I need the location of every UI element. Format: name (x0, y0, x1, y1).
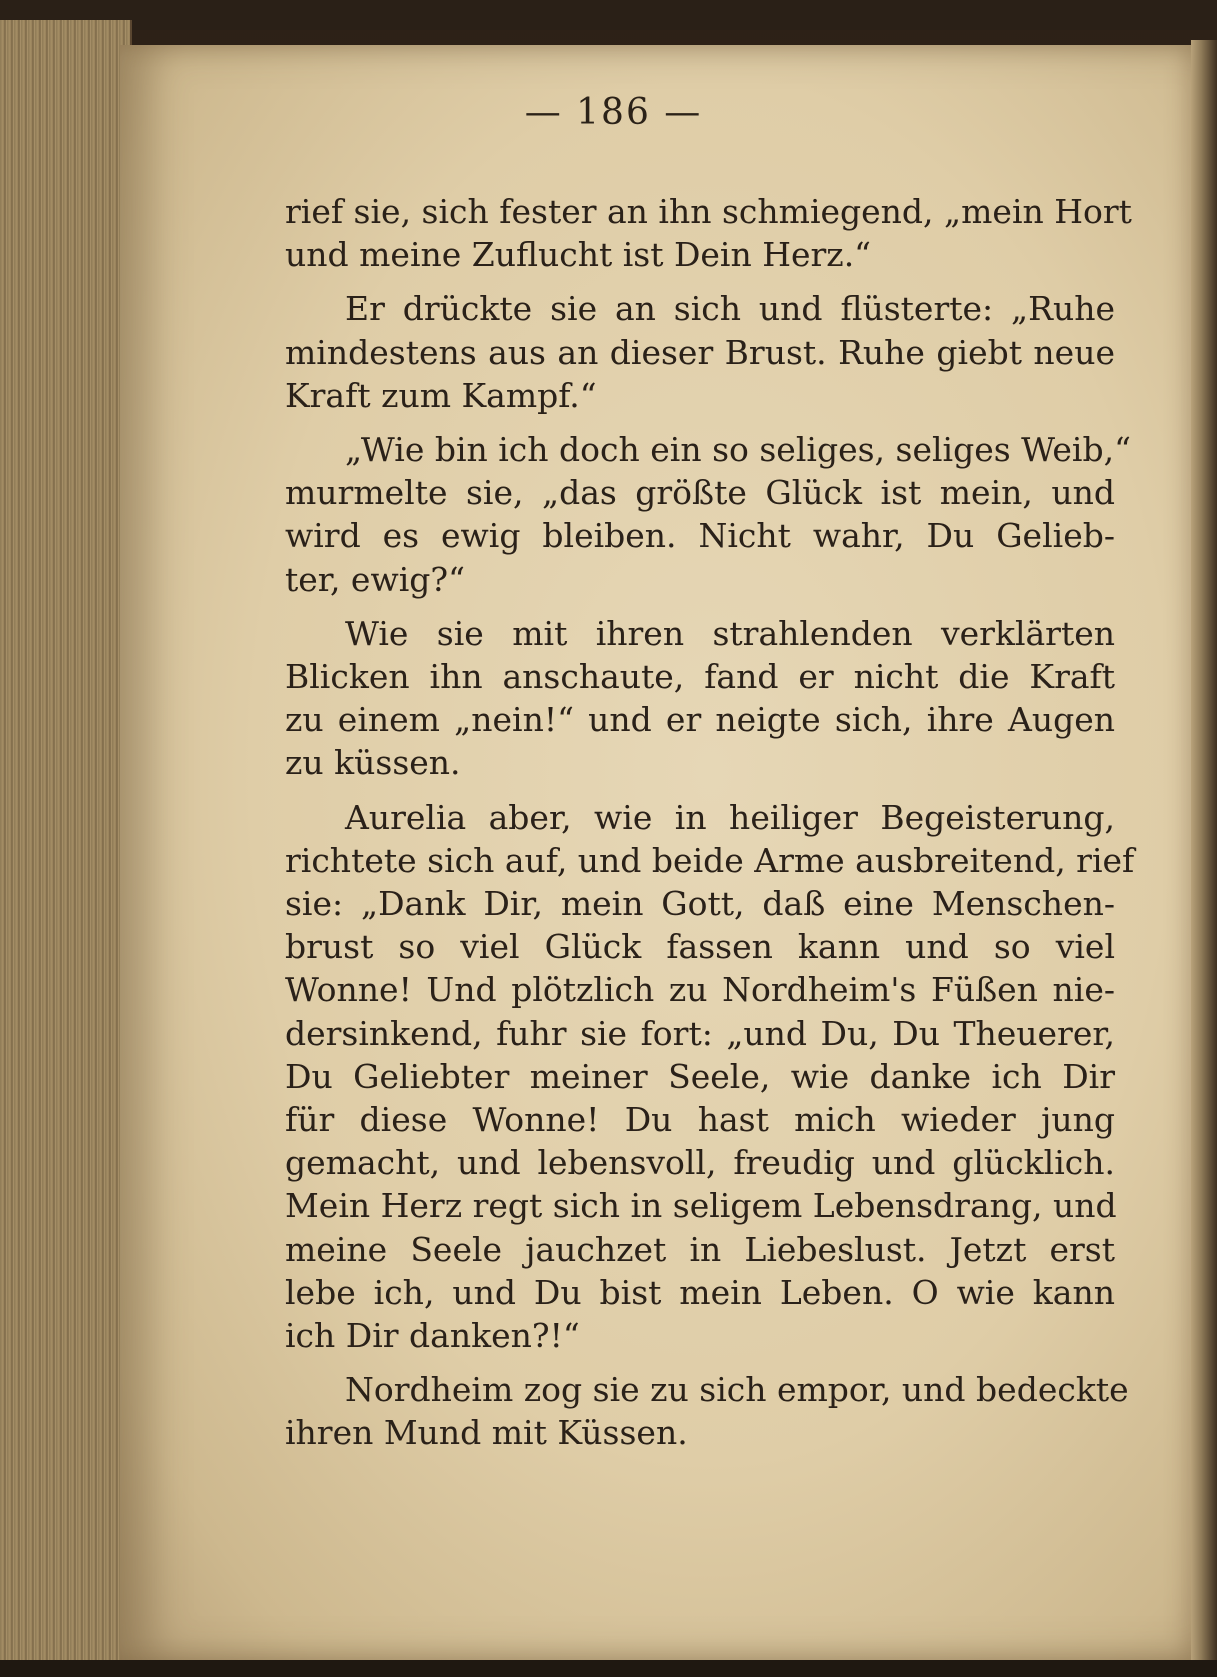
text-line: Wie sie mit ihren strahlenden verklärten (345, 613, 1115, 653)
paragraph-gap (285, 601, 1115, 612)
text-line: Wonne! Und plötzlich zu Nordheim's Füßen nie- (285, 970, 1115, 1010)
paragraph-gap (285, 276, 1115, 287)
text-line: Aurelia aber, wie in heiliger Begeisterung, (345, 797, 1115, 837)
text-line: mindestens aus an dieser Brust. Ruhe giebt neue (285, 332, 1115, 372)
text-line: Mein Herz regt sich in seligem Lebensdrang, und (285, 1186, 1117, 1226)
text-line: Blicken ihn anschaute, fand er nicht die Kraft (285, 657, 1115, 697)
text-line: richtete sich auf, und beide Arme ausbreitend, rief (285, 840, 1135, 880)
text-line: meine Seele jauchzet in Liebeslust. Jetzt erst (285, 1229, 1115, 1269)
page-right-edge (1191, 40, 1217, 1660)
text-line: „Wie bin ich doch ein so seliges, seliges Weib,“ (345, 430, 1131, 470)
text-line: lebe ich, und Du bist mein Leben. O wie kann (285, 1272, 1115, 1312)
text-line: zu einem „nein!“ und er neigte sich, ihre Augen (285, 700, 1115, 740)
text-line: wird es ewig bleiben. Nicht wahr, Du Gelieb- (285, 516, 1115, 556)
text-line: gemacht, und lebensvoll, freudig und glücklich. (285, 1143, 1115, 1183)
text-line: für diese Wonne! Du hast mich wieder jung (285, 1100, 1115, 1140)
paragraph-gap (285, 1357, 1115, 1368)
text-line: Nordheim zog sie zu sich empor, und bedeckte (345, 1370, 1129, 1410)
text-line: Er drückte sie an sich und flüsterte: „Ruhe (345, 289, 1115, 329)
page-stack-edges (0, 20, 132, 1660)
text-line: dersinkend, fuhr sie fort: „und Du, Du Theuerer, (285, 1013, 1115, 1053)
text-line: Kraft zum Kampf.“ (285, 375, 597, 415)
paragraph-gap (285, 417, 1115, 428)
text-line: Du Geliebter meiner Seele, wie danke ich Dir (285, 1056, 1115, 1096)
text-line: sie: „Dank Dir, mein Gott, daß eine Menschen- (285, 884, 1115, 924)
text-line: rief sie, sich fester an ihn schmiegend, „mein Hort (285, 192, 1132, 231)
text-line: ter, ewig?“ (285, 559, 465, 599)
text-line: ich Dir danken?!“ (285, 1316, 580, 1356)
text-line: und meine Zuflucht ist Dein Herz.“ (285, 235, 872, 275)
paragraph-gap (285, 785, 1115, 796)
text-line: zu küssen. (285, 743, 461, 783)
text-line: brust so viel Glück fassen kann und so viel (285, 927, 1115, 967)
text-line: murmelte sie, „das größte Glück ist mein, und (285, 473, 1115, 513)
page-number: — 186 — (524, 92, 703, 133)
page-text (285, 190, 1135, 1455)
text-line: ihren Mund mit Küssen. (285, 1413, 688, 1453)
book-cover-edge (0, 0, 1217, 30)
